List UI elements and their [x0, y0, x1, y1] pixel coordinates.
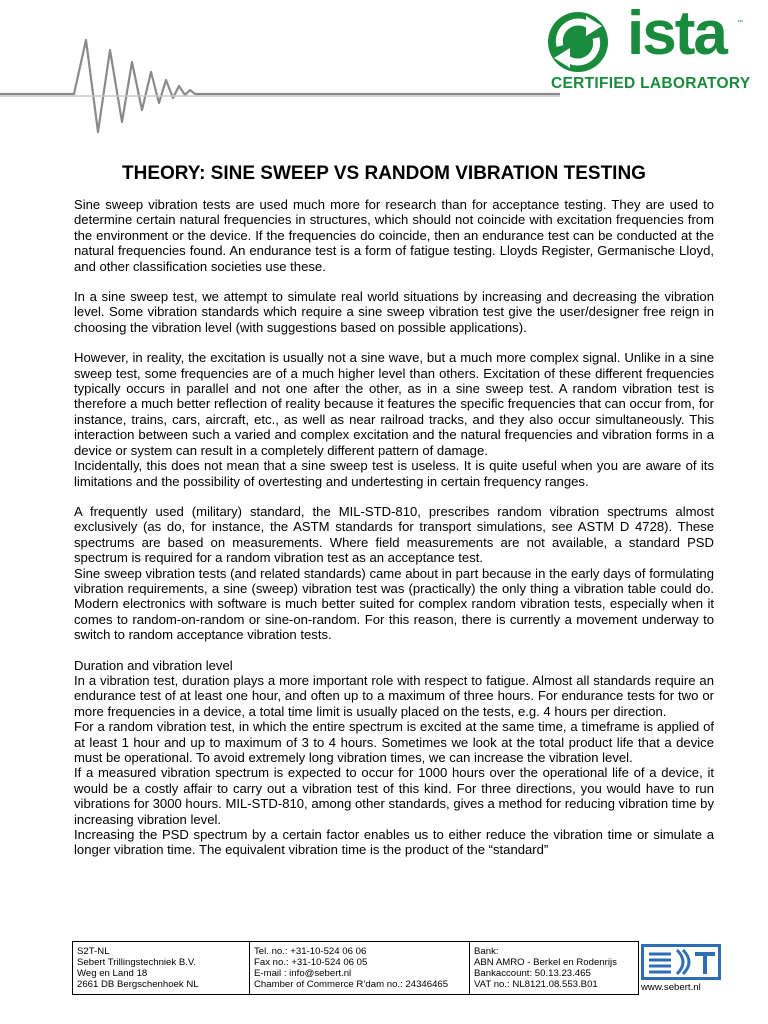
logo-subtitle: CERTIFIED LABORATORY [551, 75, 751, 92]
document-body [74, 197, 714, 858]
footer-line: Sebert Trillingstechniek B.V. [77, 957, 197, 968]
vibration-wave-icon [0, 0, 560, 140]
footer-table [72, 941, 639, 995]
paragraph: Sine sweep vibration tests (and related standards) came about in part because in the early days of formulating vibration requirements, a sine (sweep) vibration test was (practically) the only thing a vibration table could do. Modern electronics with software is much better suited for complex random vibration tests, especially when it comes to random-on-random or sine-on-random. For this reason, there is currently a movement underway to switch to random acceptance vibration tests. [74, 565, 714, 643]
footer-line: Fax no.: +31-10-524 06 05 [254, 957, 368, 968]
footer-line: Weg en Land 18 [77, 968, 148, 979]
website-link[interactable]: www.sebert.nl [641, 982, 701, 993]
paragraph: Increasing the PSD spectrum by a certain factor enables us to either reduce the vibration time or simulate a longer vibration time. The equivalent vibration time is the product of the “standard” [74, 827, 714, 858]
footer-line: 2661 DB Bergschenhoek NL [77, 979, 199, 990]
footer-bank-column [469, 942, 638, 994]
footer-line: S2T-NL [77, 946, 110, 957]
ista-logo [540, 0, 755, 98]
footer-line: Tel. no.: +31-10-524 06 06 [254, 946, 367, 957]
footer-line: Chamber of Commerce R’dam no.: 24346465 [254, 979, 449, 990]
paragraph: In a vibration test, duration plays a more important role with respect to fatigue. Almost all standards require an endurance test of at least one hour, and often up to a maximum of three hours. For endurance tests for two or more frequencies in a device, a total time limit is usually placed on the tests, e.g. 4 hours per direction. [74, 672, 714, 719]
footer-line: ABN AMRO - Berkel en Rodenrijs [474, 957, 617, 968]
paragraph: If a measured vibration spectrum is expected to occur for 1000 hours over the operational life of a device, it would be a costly affair to carry out a vibration test of this kind. For three directions, you would have to run vibrations for 3000 hours. MIL-STD-810, among other standards, gives a method for reducing vibration time by increasing vibration level. [74, 765, 714, 827]
document-title: THEORY: SINE SWEEP VS RANDOM VIBRATION TESTING [122, 163, 646, 184]
paragraph: Incidentally, this does not mean that a sine sweep test is useless. It is quite useful when you are aware of its limitations and the possibility of overtesting and undertesting in certain frequency ranges. [74, 458, 714, 489]
ista-wordmark: ista [627, 0, 726, 68]
footer-line: E-mail : info@sebert.nl [254, 968, 352, 979]
paragraph: For a random vibration test, in which the entire spectrum is excited at the same time, a timeframe is applied of at least 1 hour and up to maximum of 3 to 4 hours. Sometimes we look at the total product life that a device must be operational. To avoid extremely long vibration times, we can increase the vibration level. [74, 719, 714, 765]
section-heading: Duration and vibration level [74, 657, 233, 673]
footer-line: VAT no.: NL8121.08.553.B01 [474, 979, 598, 990]
page-header [0, 0, 768, 140]
paragraph: Sine sweep vibration tests are used much more for research than for acceptance testing. They are used to determine certain natural frequencies in structures, which should not coincide with excitation frequencies from the environment or the device. If the frequencies do coincide, then an endurance test can be conducted at the natural frequencies found. An endurance test is a form of fatigue testing. Lloyds Register, Germanische Lloyd, and other classification societies use these. [74, 197, 714, 274]
trademark-mark: ™ [737, 20, 743, 26]
ista-recycle-arrows-icon [540, 6, 618, 76]
paragraph: However, in reality, the excitation is usually not a sine wave, but a much more complex signal. Unlike in a sine sweep test, some frequencies are of a much higher level than others. Excitation of these different frequencies typically occurs in parallel and not one after the other, as in a sine sweep test. A random vibration test is therefore a much better reflection of reality because it features the specific frequencies that can occur from, for instance, trains, cars, aircraft, etc., as well as near railroad tracks, and they also occur simultaneously. This interaction between such a varied and complex excitation and the natural frequencies and vibration forms in a device or system can result in a completely different pattern of damage. [74, 350, 714, 458]
footer-line: Bankaccount: 50.13.23.465 [474, 968, 591, 979]
footer-company-column [73, 942, 249, 994]
paragraph: In a sine sweep test, we attempt to simulate real world situations by increasing and decreasing the vibration level. Some vibration standards which require a sine sweep vibration test give the user/designer free reign in choosing the vibration level (with suggestions based on possible applications). [74, 289, 714, 335]
s2t-logo-icon [641, 944, 721, 980]
footer-contact-column [249, 942, 469, 994]
paragraph: A frequently used (military) standard, the MIL-STD-810, prescribes random vibration spectrums almost exclusively (as do, for instance, the ASTM standards for transport simulations, see ASTM D 4728). These spectrums are based on measurements. Where field measurements are not available, a standard PSD spectrum is required for a random vibration test as an acceptance test. [74, 503, 714, 566]
footer-line: Bank: [474, 946, 499, 957]
